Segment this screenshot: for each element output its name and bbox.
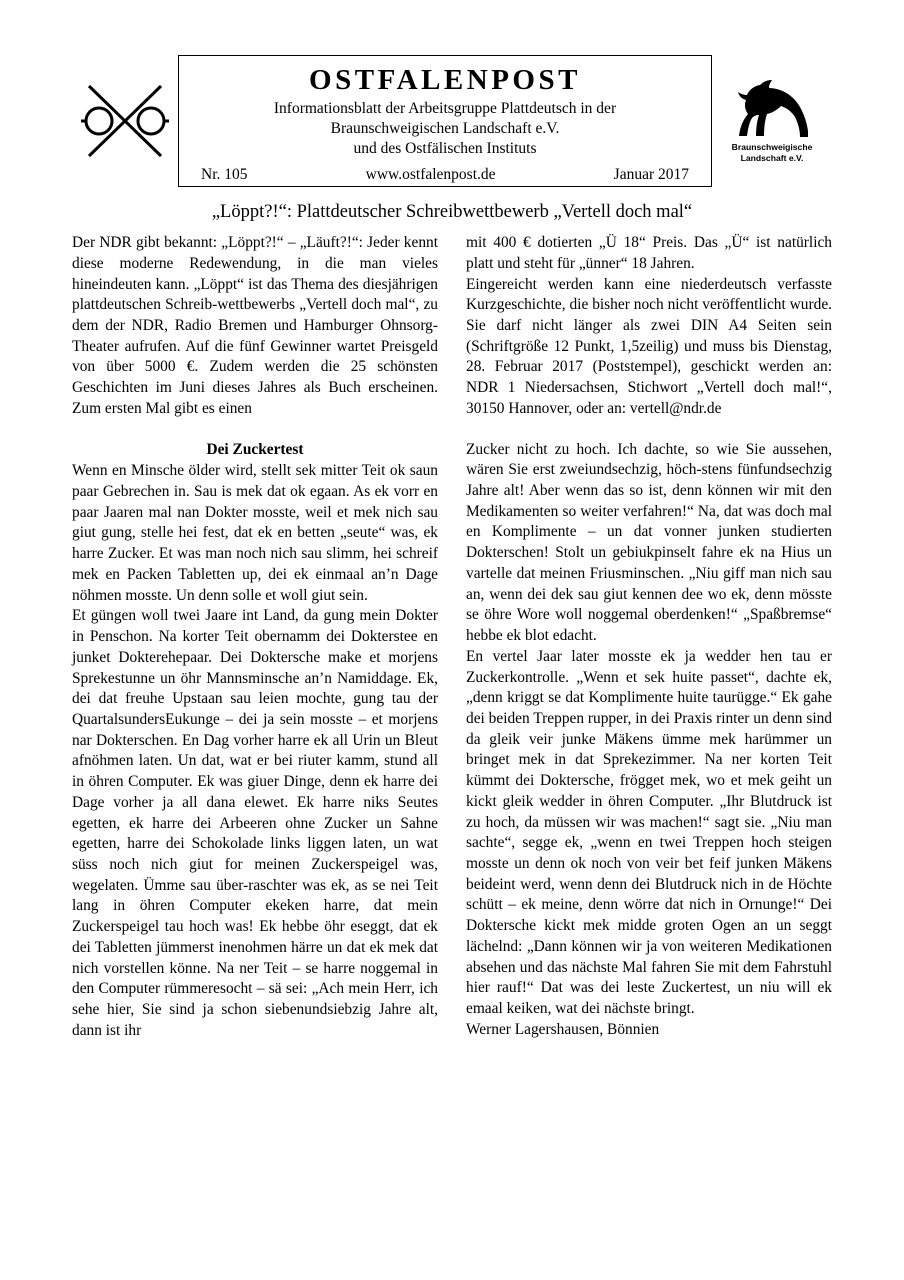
issue-info-row	[189, 166, 701, 184]
article2-left-paragraph-1: Wenn en Minsche ölder wird, stellt sek mitter Teit ok saun paar Gebrechen in. Sau is mek dat ok egaan. As ek vorr en paar Jaaren mal nan Dokter mosste, weil et mek nich sau giut gung, stelle hei fest, dat ek en betten „seute“ was, ek harre Zucker. Et was man noch nich sau slimm, hei schreif mek en Packen Tabletten up, dei ek einmaal an’n Dage nöhmen mosste. Un denn solle et woll giut sein.	[72, 462, 438, 604]
article2-right-paragraph-2: En vertel Jaar later mosste ek ja wedder hen tau er Zuckerkontrolle. „Wenn et sek huite passet“, dachte ek, „denn kriggt se dat Komplimente huite taurügge.“ Ek gahe dei beiden Treppen rupper, in dei Praxis rinter un denn sind da gleik veir junke Mäkens ümme mek harümmer un bringet mek in dat Sprekezimmer. Na ner korten Teit kümmt dei Doktersche, frögget mek, wo et mek geiht un kickt gleik wedder in öhren Computer. „Ihr Blutdruck ist zu hoch, da müssen wir was machen!“ sagt sie. „Niu man sachte“, segge ek, „wenn en twei Treppen hoch steigen mosste un denn ok noch von veir bet feif junken Mäkens beideint werd, wenn denn dei Blutdruck nich in de Höchte schütt – ek meine, denn wörre dat nich in Ornunge!“ Dei Doktersche kickt mek midde groten Ogen an un seggt lächelnd: „Dann können wir ja von weiteren Medikationen absehen und das nächste Mal fahren Sie mit dem Fahrstuhl hier rauf!“ Dat was dei leste Zuckertest, un niu will ek emaal keiken, wat dei nächste bringt.	[466, 647, 832, 1017]
masthead	[72, 55, 832, 187]
page-title: OSTFALENPOST	[309, 64, 581, 96]
subtitle-line-2: Braunschweigischen Landschaft e.V.	[330, 119, 560, 137]
brand-name: Braunschweigische Landschaft e.V.	[731, 141, 813, 163]
section-title-zuckertest: Dei Zuckertest	[206, 440, 304, 458]
issue-date: Januar 2017	[613, 166, 689, 184]
column-spacer	[72, 420, 438, 440]
article-signature: Werner Lagershausen, Bönnien	[466, 1020, 660, 1038]
title-box	[178, 55, 712, 187]
article-columns	[72, 233, 832, 1041]
article1-right-paragraph-1: mit 400 € dotierten „Ü 18“ Preis. Das „Ü“ ist natürlich platt und steht für „ünner“ 18 Jahren.	[466, 234, 832, 272]
horse-icon	[729, 79, 815, 139]
article1-left-paragraph: Der NDR gibt bekannt: „Löppt?!“ – „Läuft?!“: Jeder kennt diese moderne Redewendung, in die man vieles hineindeuten kann. „Löppt“ ist das Thema des diesjährigen plattdeutschen Schreib-wettbewerbs „Vertell doch mal“, zu dem der NDR, Radio Bremen und Hamburger Ohnsorg-Theater aufrufen. Auf die fünf Gewinner wartet Preisgeld von über 5000 €. Zudem werden die 25 schönsten Geschichten im Juni dieses Jahres als Buch erscheinen. Zum ersten Mal gibt es einen	[72, 234, 438, 417]
column-spacer	[466, 420, 832, 440]
article-headline: „Löppt?!“: Plattdeutscher Schreibwettbewerb „Vertell doch mal“	[211, 202, 693, 222]
article1-right-paragraph-2: Eingereicht werden kann eine niederdeutsch verfasste Kurzgeschichte, die bisher noch nicht veröffentlicht wurde. Sie darf nicht länger als zwei DIN A4 Seiten sein (Schriftgröße 12 Punkt, 1,5zeilig) und muss bis Dienstag, 28. Februar 2017 (Poststempel), geschickt werden an: NDR 1 Niedersachsen, Stichwort „Vertell doch mal!“, 30150 Hannover, oder an: vertell@ndr.de	[466, 275, 832, 417]
subtitle-line-1: Informationsblatt der Arbeitsgruppe Plattdeutsch in der	[273, 100, 617, 118]
right-column	[466, 233, 832, 1041]
website-url[interactable]: www.ostfalenpost.de	[365, 166, 496, 184]
braunschweigische-landschaft-horse-logo	[712, 55, 832, 187]
left-column	[72, 233, 438, 1041]
article2-left-paragraph-2: Et güngen woll twei Jaare int Land, da gung mein Dokter in Penschon. Na korter Teit obernamm dei Dokterstee en junket Dokterehepaar. Dei Doktersche make et morjens Sprekestunne un öhr Mannsminsche an’n Namiddage. Ek, dei dat freuhe Upstaan sau leien mochte, gung tau der QuartalsundersEukunge – dei ja sein mosste – et morjens nar Dokterschen. En Dag vorher harre ek all Urin un Bleut afnöhmen laten. Un dat, wat er bei riuter kamm, stund all in öhren Computer. Ek was giuer Dinge, denn ek harre dei Dage vorher ja all dana elewet. Ek harre niks Seutes egetten, ek harre dei Arbeeren ohne Zucker un Sahne egetten, harre dei Schokolade links liggen laten, un wat süss noch nich giut for meinen Zuckerspeigel was, wegelaten. Ümme sau über-raschter was ek, as se nei Teit lang in öhren Computer ekeken harre, dat mein Zuckerspeigel tau hoch was! Ek hebbe öhr eseggt, dat ek dei Tabletten jümmerst inenohmen härre un dat ek mek dat nich vorstellen könne. Na ner Teit – se harre noggemal in den Computer rümmeresocht – sä sei: „Ach mein Herr, ich sehe hier, Sie sind ja schon siebenundsiebzig Jahre alt, dann ist ihr	[72, 607, 438, 1039]
issue-number: Nr. 105	[201, 166, 248, 184]
ostfalen-knot-logo	[72, 55, 178, 187]
subtitle-line-3: und des Ostfälischen Instituts	[353, 139, 537, 157]
article2-right-paragraph-1: Zucker nicht zu hoch. Ich dachte, so wie Sie aussehen, wären Sie erst zweiundsechzig, höch-stens fünfundsechzig Jahre alt! Aber wenn das so ist, denn können wir mit den Medikamenten so weiter verfahren!“ Na, dat was doch mal en Komplimente – un dat vonner junken studierten Dokterschen! Stolt un gebiukpinselt fahre ek na Hius un vartelle dat meinen Friusminschen. „Niu giff man nich sau an, wenn dei dek sau giut kennen dee wo ek, denn mösste se öhre Wore woll noggemal oberdenken!“ „Spaßbremse“ hebbe ek blot edacht.	[466, 440, 832, 645]
